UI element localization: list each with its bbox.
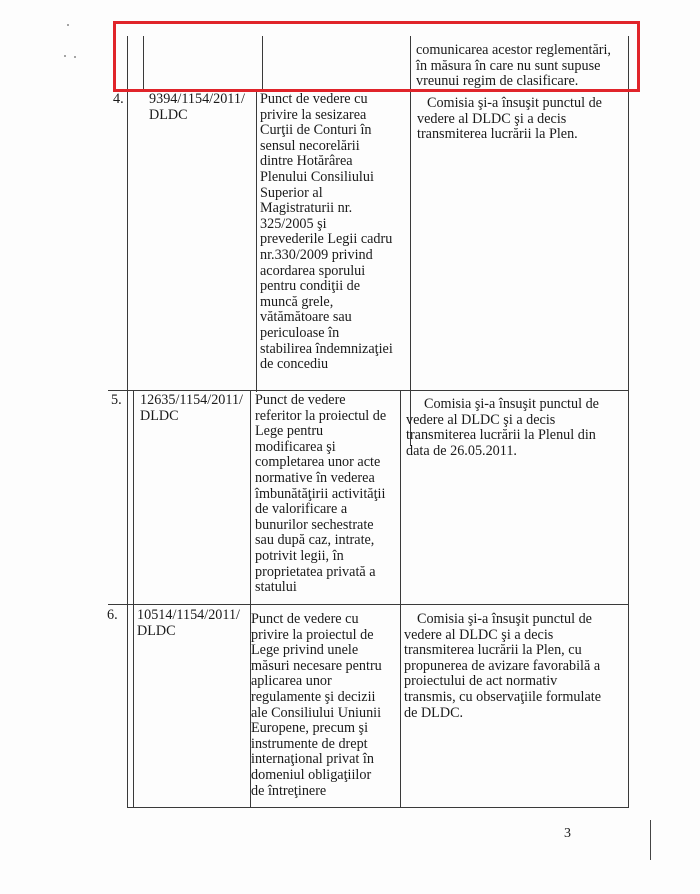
decision-text-line: Comisia şi-a însuşit punctul de xyxy=(424,396,599,412)
subject-text-line: Magistraturii nr. xyxy=(260,200,353,217)
subject-text-line: potrivit legii, în xyxy=(255,547,344,564)
row-number: 6. xyxy=(107,607,118,623)
subject-text-line: pentru condiţii de xyxy=(260,278,361,295)
subject-text-line: Superior al xyxy=(260,184,323,201)
subject-text-line: Punct de vedere xyxy=(255,392,346,408)
subject-text-line: referitor la proiectul de xyxy=(255,407,387,424)
subject-text-line: muncă grele, xyxy=(260,293,334,310)
table-column-divider xyxy=(133,390,134,808)
subject-text-line: privire la proiectul de xyxy=(251,626,374,643)
subject-text-line: nr.330/2009 privind xyxy=(260,246,373,263)
table-column-divider xyxy=(400,390,401,808)
subject-text-line: periculoase în xyxy=(260,324,340,341)
subject-text-line: domeniul obligaţiilor xyxy=(251,766,372,783)
subject-text-line: Europene, precum şi xyxy=(251,720,369,737)
scan-speck xyxy=(64,55,66,57)
subject-text-line: dintre Hotărârea xyxy=(260,153,353,170)
scan-edge-mark xyxy=(650,820,651,860)
subject-text-line: de întreţinere xyxy=(251,782,327,799)
registration-number-cell xyxy=(137,608,247,639)
subject-text-line: Curţii de Conturi în xyxy=(260,122,372,139)
subject-text-line: îmbunătăţirii activităţii xyxy=(255,485,386,502)
decision-text-line: Comisia şi-a însuşit punctul de xyxy=(427,95,602,111)
decision-text-line: propunerea de avizare favorabilă a xyxy=(404,657,601,674)
subject-text-line: aplicarea unor xyxy=(251,673,332,690)
scan-speck xyxy=(74,56,76,58)
subject-text-line: modificarea şi xyxy=(255,438,336,455)
decision-text-line: data de 26.05.2011. xyxy=(406,442,517,459)
subject-text-line: de concediu xyxy=(260,356,329,373)
subject-text-line: regulamente şi decizii xyxy=(251,688,376,705)
decision-text-line: vedere al DLDC şi a decis xyxy=(406,411,556,428)
table-border-left xyxy=(127,36,128,808)
decision-text-line: transmiterea lucrării la Plenul din xyxy=(406,427,596,444)
highlight-box xyxy=(113,21,640,92)
scan-speck xyxy=(67,24,69,26)
row-number: 5. xyxy=(111,392,122,408)
subject-cell xyxy=(251,612,395,799)
registration-text-line: 10514/1154/2011/ xyxy=(137,607,240,623)
decision-text-line: vreunui regim de clasificare. xyxy=(416,73,579,90)
registration-text-line: DLDC xyxy=(140,407,179,424)
table-column-divider xyxy=(410,36,411,446)
table-border-bottom xyxy=(127,807,628,808)
decision-cell xyxy=(406,397,621,459)
decision-text-line: comunicarea acestor reglementări, xyxy=(416,42,611,58)
subject-cell xyxy=(260,92,404,373)
subject-text-line: Punct de vedere cu xyxy=(260,91,368,107)
decision-text-line: Comisia şi-a însuşit punctul de xyxy=(417,611,592,627)
table-border-right xyxy=(628,36,629,808)
subject-text-line: stabilirea îndemnizaţiei xyxy=(260,340,393,357)
registration-text-line: DLDC xyxy=(137,622,176,639)
subject-text-line: privire la sesizarea xyxy=(260,106,367,123)
subject-text-line: Plenului Consiliului xyxy=(260,168,374,185)
decision-cell xyxy=(417,96,625,143)
table-column-divider xyxy=(256,90,257,392)
subject-text-line: prevederile Legii cadru xyxy=(260,231,393,248)
subject-text-line: acordarea sporului xyxy=(260,262,366,279)
decision-text-line: vedere al DLDC şi a decis xyxy=(417,110,567,127)
decision-text-line: în măsura în care nu sunt supuse xyxy=(416,57,601,74)
registration-text-line: 12635/1154/2011/ xyxy=(140,392,243,408)
decision-text-line: proiectului de act normativ xyxy=(404,673,558,690)
subject-text-line: bunurilor sechestrate xyxy=(255,516,374,533)
registration-number-cell xyxy=(149,92,253,123)
subject-text-line: completarea unor acte xyxy=(255,454,381,471)
table-row-divider xyxy=(108,390,628,391)
subject-text-line: instrumente de drept xyxy=(251,735,368,752)
subject-text-line: proprietatea privată a xyxy=(255,563,376,580)
subject-text-line: 325/2005 şi xyxy=(260,215,327,232)
table-row-divider xyxy=(108,604,628,605)
subject-text-line: normative în vederea xyxy=(255,469,375,486)
page-number: 3 xyxy=(564,826,571,841)
decision-cell xyxy=(404,612,624,721)
registration-text-line: DLDC xyxy=(149,106,188,123)
subject-text-line: Punct de vedere cu xyxy=(251,611,359,627)
subject-text-line: de valorificare a xyxy=(255,501,348,518)
subject-cell xyxy=(255,393,397,596)
subject-text-line: Lege privind unele xyxy=(251,642,359,659)
subject-text-line: Lege pentru xyxy=(255,423,324,440)
decision-text-line: vedere al DLDC şi a decis xyxy=(404,626,554,643)
subject-text-line: ale Consiliului Uniunii xyxy=(251,704,382,721)
decision-text-line: de DLDC. xyxy=(404,704,464,721)
row-number: 4. xyxy=(113,91,124,107)
subject-text-line: vătămătoare sau xyxy=(260,309,352,326)
subject-text-line: măsuri necesare pentru xyxy=(251,657,382,674)
decision-text-line: transmis, cu observaţiile formulate xyxy=(404,688,601,705)
subject-text-line: sensul necorelării xyxy=(260,137,360,154)
decision-text-line: transmiterea lucrării la Plen, cu xyxy=(404,642,582,659)
subject-text-line: statului xyxy=(255,579,297,596)
registration-number-cell xyxy=(140,393,248,424)
subject-text-line: internaţional privat în xyxy=(251,751,374,768)
subject-text-line: sau după caz, intrate, xyxy=(255,532,375,549)
registration-text-line: 9394/1154/2011/ xyxy=(149,91,245,107)
decision-text-line: transmiterea lucrării la Plen. xyxy=(417,126,578,143)
